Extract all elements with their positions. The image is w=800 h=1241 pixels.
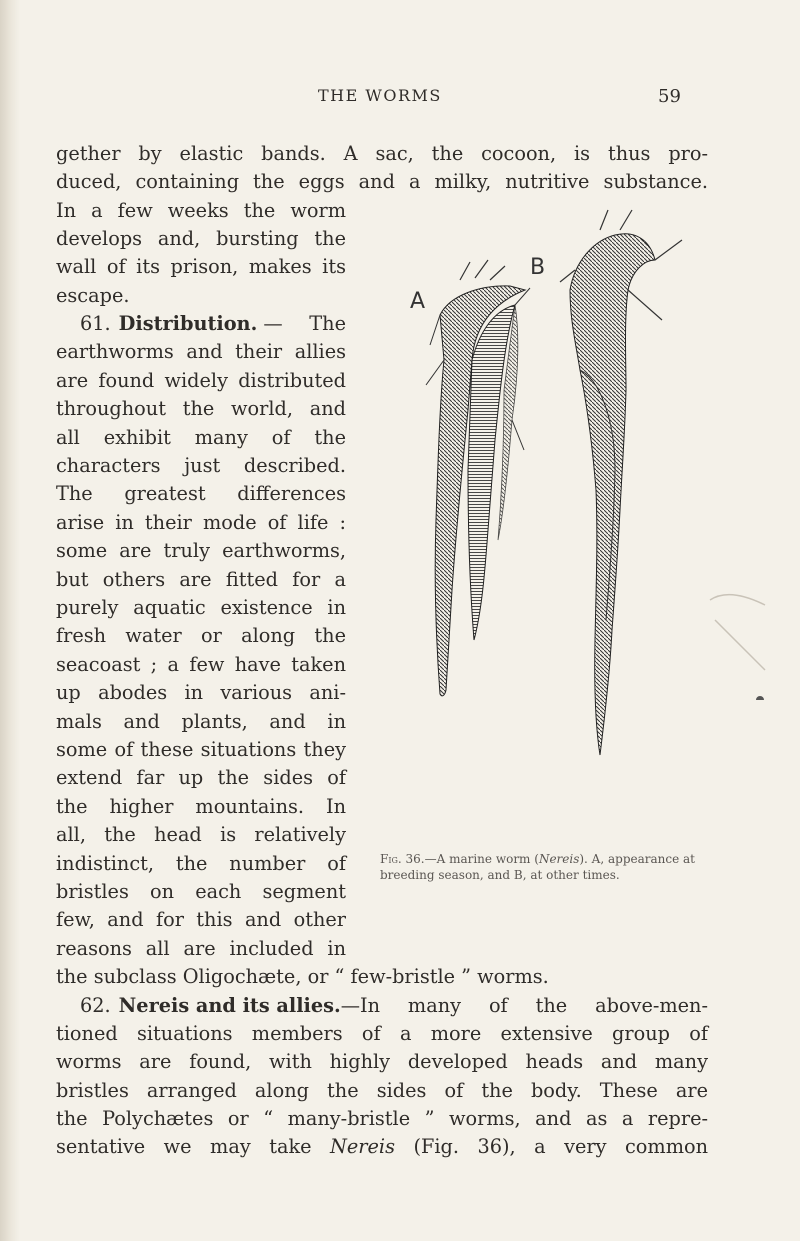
section-heading: Nereis and its allies. xyxy=(118,994,341,1017)
text-line: are found widely distributed xyxy=(56,369,346,392)
text-line: indistinct, the number of xyxy=(56,852,346,875)
worm-b-illustration xyxy=(560,210,682,755)
text-line: escape. xyxy=(56,284,130,307)
text-line: bristles on each segment xyxy=(56,880,346,903)
text-line: purely aquatic existence in xyxy=(56,596,346,619)
figure-caption: Fig. 36.—A marine worm (Nereis). A, appearance at breeding season, and B, at other times. xyxy=(380,852,695,882)
text-line: few, and for this and other xyxy=(56,908,346,931)
text-line: the Polychætes or “ many-bristle ” worms, and as a repre- xyxy=(56,1107,708,1130)
species-name: Nereis xyxy=(330,1135,395,1158)
text-line: gether by elastic bands. A sac, the cocoon, is thus pro- xyxy=(56,142,708,165)
text-line: the higher mountains. In xyxy=(56,795,346,818)
text-line: duced, containing the eggs and a milky, nutritive substance. xyxy=(56,170,708,193)
text-line: The greatest differences xyxy=(56,482,346,505)
text-line: seacoast ; a few have taken xyxy=(56,653,346,676)
section-dash: — xyxy=(257,312,289,335)
text-line: tioned situations members of a more extensive group of xyxy=(56,1022,708,1045)
section-61-line xyxy=(80,314,346,333)
text-line: up abodes in various ani- xyxy=(56,681,346,704)
text-line: bristles arranged along the sides of the body. These are xyxy=(56,1079,708,1102)
margin-pencil-mark xyxy=(705,590,785,700)
text-line: characters just described. xyxy=(56,454,346,477)
section-heading: Distribution. xyxy=(118,312,258,335)
figure-label-b: B xyxy=(530,255,546,280)
text-line: worms are found, with highly developed heads and many xyxy=(56,1050,708,1073)
section-number: 61. xyxy=(80,312,111,335)
figure-label-a: A xyxy=(410,289,426,314)
text-line: sentative we may take Nereis (Fig. 36), a very common xyxy=(56,1135,709,1158)
running-header xyxy=(0,86,800,116)
text-line: extend far up the sides of xyxy=(56,766,346,789)
text-line: but others are fitted for a xyxy=(56,568,346,591)
text-line: mals and plants, and in xyxy=(56,710,346,733)
text-line: reasons all are included in xyxy=(56,937,346,960)
text-line: the subclass Oligochæte, or “ few-bristle ” worms. xyxy=(56,965,549,988)
text-line: In a few weeks the worm xyxy=(56,199,346,222)
text-line: wall of its prison, makes its xyxy=(56,255,346,278)
page-gutter-shadow xyxy=(0,0,20,1241)
text-line: some are truly earthworms, xyxy=(56,539,346,562)
section-number: 62. xyxy=(80,994,111,1017)
text-line: some of these situations they xyxy=(56,738,346,761)
worm-a-illustration xyxy=(426,260,530,696)
text-line: throughout the world, and xyxy=(56,397,346,420)
text-line: arise in their mode of life : xyxy=(56,511,346,534)
section-text: The xyxy=(309,312,346,335)
section-62-line xyxy=(80,996,708,1015)
caption-fig-number: Fig. 36. xyxy=(380,852,425,866)
running-title: THE WORMS xyxy=(318,86,442,105)
text-line: fresh water or along the xyxy=(56,624,346,647)
section-text: —In many of the above-men- xyxy=(340,994,708,1017)
text-line: develops and, bursting the xyxy=(56,227,346,250)
text-line: all exhibit many of the xyxy=(56,426,346,449)
text-line: all, the head is relatively xyxy=(56,823,346,846)
figure-36 xyxy=(400,170,710,770)
text-line: earthworms and their allies xyxy=(56,340,346,363)
page-number: 59 xyxy=(658,86,681,107)
